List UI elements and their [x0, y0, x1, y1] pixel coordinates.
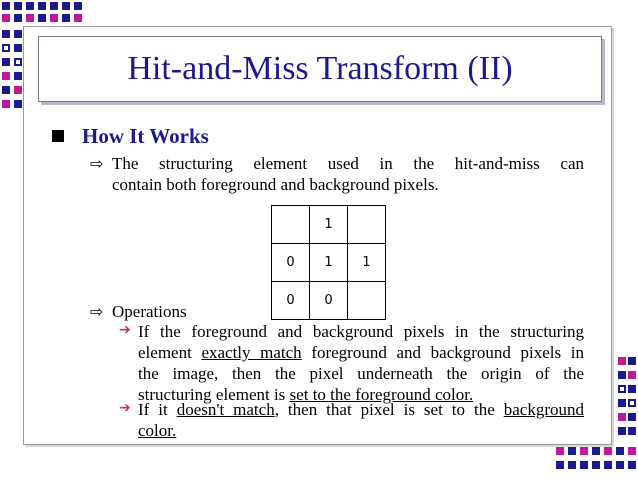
operations-label: Operations	[112, 302, 187, 321]
grid-cell	[348, 282, 386, 320]
slide-title: Hit-and-Miss Transform (II)	[127, 50, 513, 87]
solid-right-arrow-icon: ➔	[119, 322, 131, 338]
op1-line2	[138, 342, 584, 363]
grid-row	[272, 244, 386, 282]
grid-cell: 1	[310, 206, 348, 244]
grid-cell: 1	[310, 244, 348, 282]
structuring-element-grid	[271, 205, 386, 320]
op1-emphasis-exact-match: exactly match	[201, 343, 302, 362]
op1-line1: If the foreground and background pixels in the structuring	[138, 322, 584, 341]
op1-line2-text: element	[138, 343, 202, 362]
point1-line1: The structuring element used in the hit-and-miss can	[112, 154, 584, 173]
grid-cell	[348, 206, 386, 244]
op2-emphasis-background: background	[503, 400, 585, 419]
grid-cell: 1	[348, 244, 386, 282]
op2-line1	[138, 399, 584, 420]
op2-line2	[138, 420, 176, 441]
square-bullet-icon	[52, 130, 64, 142]
title-box	[38, 36, 602, 102]
hollow-right-arrow-icon: ⇨	[90, 154, 104, 173]
op2-emphasis-color: color.	[138, 421, 177, 440]
op2-emphasis-doesnt-match: doesn't match	[176, 400, 275, 419]
op1-emphasis-set-foreground: set to the foreground color.	[289, 385, 474, 404]
grid-cell	[272, 206, 310, 244]
solid-right-arrow-icon: ➔	[119, 400, 131, 416]
op2-line1-text: If it	[138, 400, 177, 419]
op1-line3: the image, then the pixel underneath the origin of the	[138, 364, 584, 383]
op2-line1-text-mid: , then that pixel is set to the	[274, 400, 504, 419]
grid-row	[272, 282, 386, 320]
grid-row	[272, 206, 386, 244]
grid-cell: 0	[272, 282, 310, 320]
hollow-right-arrow-icon: ⇨	[90, 302, 104, 321]
grid-cell: 0	[310, 282, 348, 320]
section-heading: How It Works	[82, 124, 209, 148]
point1-line2: contain both foreground and background pixels.	[112, 175, 439, 194]
op1-line4-text: structuring element is	[138, 385, 290, 404]
grid-cell: 0	[272, 244, 310, 282]
op1-line2-text-end: foreground and background pixels in	[301, 343, 584, 362]
